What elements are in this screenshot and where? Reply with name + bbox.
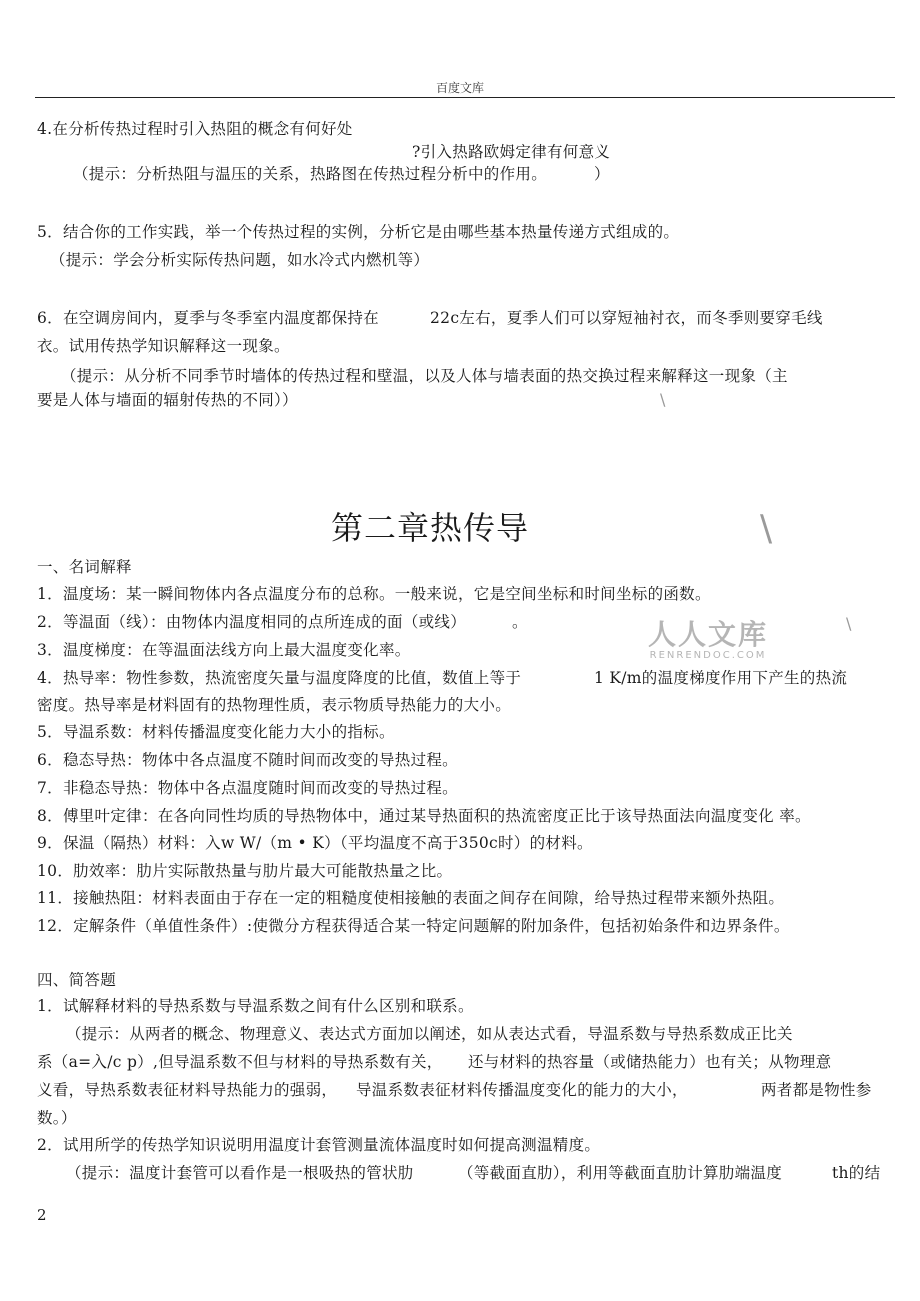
question-4-line1: 4.在分析传热过程时引入热阻的概念有何好处 xyxy=(37,120,353,138)
scan-mark-large: \ xyxy=(760,508,773,549)
short-answer-q1: 1．试解释材料的导热系数与导温系数之间有什么区别和联系。 xyxy=(37,997,474,1015)
question-5-hint: （提示：学会分析实际传热问题，如水冷式内燃机等） xyxy=(50,251,430,269)
question-6-hint-line2: 要是人体与墙面的辐射传热的不同）） xyxy=(37,391,298,409)
question-4-line2: ?引入热路欧姆定律有何意义 xyxy=(412,143,611,161)
question-5: 5．结合你的工作实践，举一个传热过程的实例，分析它是由哪些基本热量传递方式组成的。 xyxy=(37,223,680,241)
header-title: 百度文库 xyxy=(435,81,484,95)
scan-mark: \ xyxy=(846,614,852,633)
glossary-item-4-line1b: 1 K/m的温度梯度作用下产生的热流 xyxy=(594,669,848,687)
question-4-hint-close: ） xyxy=(594,165,610,183)
short-answer-q1-hint-line3a: 义看，导热系数表征材料导热能力的强弱， xyxy=(37,1081,338,1099)
short-answer-q1-hint-line3b: 导温系数表征材料传播温度变化的能力的大小， xyxy=(356,1081,688,1099)
watermark-url: RENRENDOC.COM xyxy=(649,650,767,661)
short-answer-q2: 2．试用所学的传热学知识说明用温度计套管测量流体温度时如何提高测温精度。 xyxy=(37,1136,601,1154)
glossary-item-5: 5．导温系数：材料传播温度变化能力大小的指标。 xyxy=(37,723,395,741)
glossary-item-4-line1a: 4．热导率：物性参数，热流密度矢量与温度降度的比值，数值上等于 xyxy=(37,669,522,687)
watermark xyxy=(648,620,768,662)
short-answer-q1-hint-line2b: 还与材料的热容量（或储热能力）也有关；从物理意 xyxy=(468,1053,832,1071)
short-answer-q2-hint-b: （等截面直肋），利用等截面直肋计算肋端温度 xyxy=(458,1164,783,1182)
chapter-title: 第二章热传导 xyxy=(330,509,529,547)
glossary-item-2: 2．等温面（线）：由物体内温度相同的点所连成的面（或线） xyxy=(37,613,467,631)
short-answer-q2-hint-a: （提示：温度计套管可以看作是一根吸热的管状肋 xyxy=(66,1164,414,1182)
glossary-item-3: 3．温度梯度：在等温面法线方向上最大温度变化率。 xyxy=(37,641,411,659)
glossary-item-7: 7．非稳态导热：物体中各点温度随时间而改变的导热过程。 xyxy=(37,779,458,797)
short-answer-q1-hint-line3c: 两者都是物性参 xyxy=(761,1081,872,1099)
question-6-line2: 衣。试用传热学知识解释这一现象。 xyxy=(37,337,290,355)
watermark-text: 人人文库 xyxy=(648,618,769,651)
question-6-line1a: 6．在空调房间内，夏季与冬季室内温度都保持在 xyxy=(37,309,379,327)
glossary-item-2-end: 。 xyxy=(512,613,528,631)
scan-mark: \ xyxy=(660,390,666,409)
short-answer-q2-hint-c: th的结 xyxy=(832,1164,881,1182)
glossary-item-10: 10．肋效率：肋片实际散热量与肋片最大可能散热量之比。 xyxy=(37,862,453,880)
glossary-heading: 一、名词解释 xyxy=(37,558,132,576)
short-answer-q1-hint-line2a: 系（a=入/c p）,但导温系数不但与材料的导热系数有关， xyxy=(37,1053,443,1071)
short-answer-q1-hint-line4: 数。） xyxy=(37,1109,77,1127)
glossary-item-12: 12．定解条件（单值性条件）:使微分方程获得适合某一特定问题解的附加条件，包括初始条件和边界条件。 xyxy=(37,917,790,935)
question-6-hint-line1: （提示：从分析不同季节时墙体的传热过程和壁温，以及人体与墙表面的热交换过程来解释这一现象（主 xyxy=(61,367,788,385)
glossary-item-1: 1．温度场：某一瞬间物体内各点温度分布的总称。一般来说，它是空间坐标和时间坐标的函数。 xyxy=(37,585,711,603)
glossary-item-4-line2: 密度。热导率是材料固有的热物理性质，表示物质导热能力的大小。 xyxy=(37,696,512,714)
short-answer-q1-hint-line1: （提示：从两者的概念、物理意义、表达式方面加以阐述，如从表达式看，导温系数与导热系数成正比关 xyxy=(66,1025,793,1043)
header-divider xyxy=(35,97,895,98)
short-answer-heading: 四、简答题 xyxy=(37,971,117,989)
question-6-line1b: 22c左右，夏季人们可以穿短袖衬衣，而冬季则要穿毛线 xyxy=(430,309,823,327)
question-4-hint: （提示：分析热阻与温压的关系，热路图在传热过程分析中的作用。 xyxy=(73,165,548,183)
page-number: 2 xyxy=(37,1206,47,1224)
glossary-item-11: 11．接触热阻：材料表面由于存在一定的粗糙度使相接触的表面之间存在间隙，给导热过程带来额外热阻。 xyxy=(37,889,785,907)
glossary-item-6: 6．稳态导热：物体中各点温度不随时间而改变的导热过程。 xyxy=(37,751,458,769)
glossary-item-9: 9．保温（隔热）材料：入w W/（m • K）（平均温度不高于350c时）的材料。 xyxy=(37,834,593,852)
glossary-item-8: 8．傅里叶定律：在各向同性均质的导热物体中，通过某导热面积的热流密度正比于该导热面法向温度变化 率。 xyxy=(37,807,811,825)
